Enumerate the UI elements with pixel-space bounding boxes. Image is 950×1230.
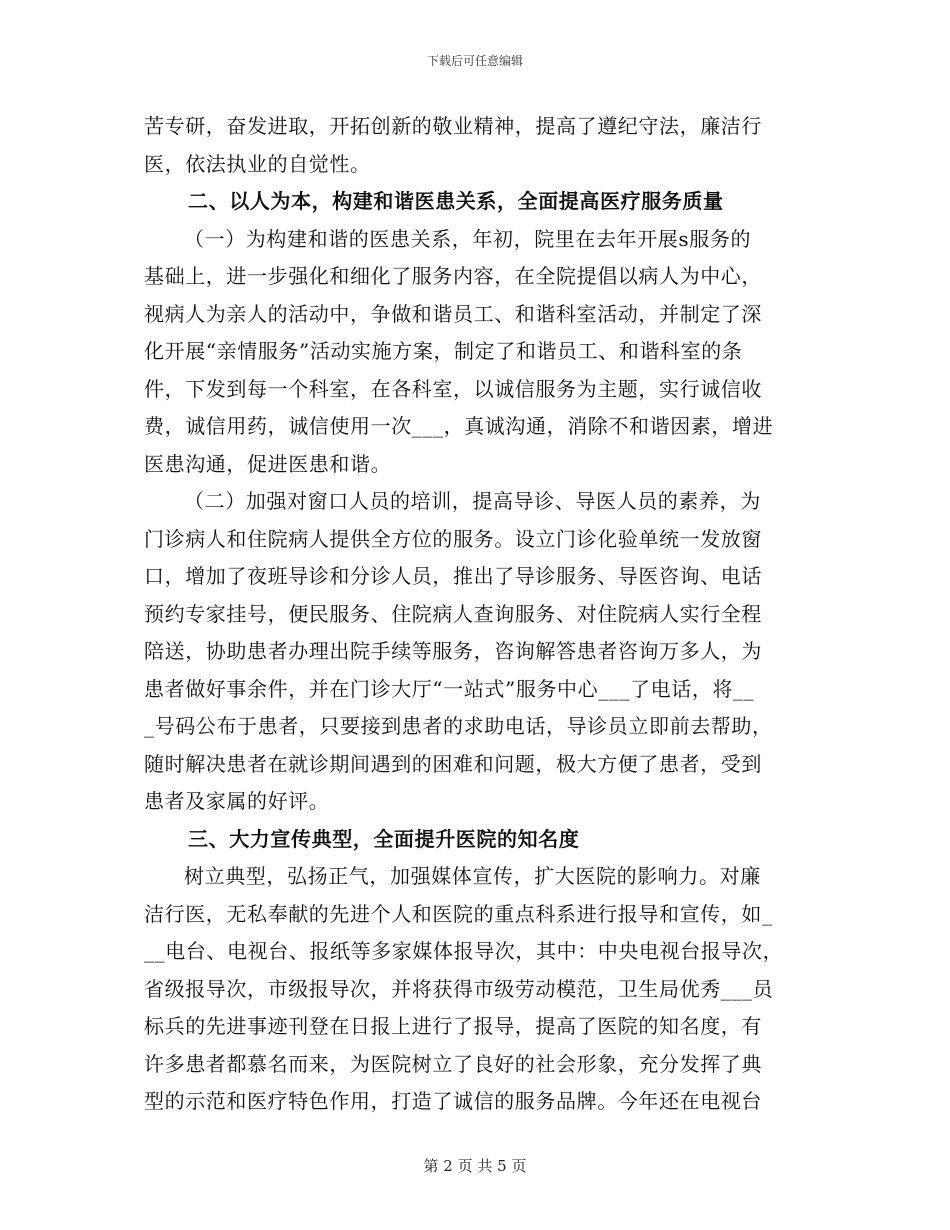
body-line: 化开展“亲情服务”活动实施方案，制定了和谐员工、和谐科室的条 — [144, 339, 743, 363]
body-line: 省级报导次，市级报导次，并将获得市级劳动模范，卫生局优秀___员 — [144, 976, 774, 1001]
body-line: 许多患者都慕名而来，为医院树立了良好的社会形象，充分发挥了典 — [144, 1051, 762, 1076]
body-line: 口，增加了夜班导诊和分诊人员，推出了导诊服务、导医咨询、电话 — [144, 564, 762, 588]
body-line: 陪送，协助患者办理出院手续等服务，咨询解答患者咨询万多人，为 — [144, 639, 762, 663]
body-line: 基础上，进一步强化和细化了服务内容，在全院提倡以病人为中心， — [144, 264, 762, 288]
body-line: 预约专家挂号，便民服务、住院病人查询服务、对住院病人实行全程 — [144, 601, 762, 626]
paragraph-start: （一）为构建和谐的医患关系，年初，院里在去年开展s服务的 — [184, 226, 752, 251]
body-line: 患者及家属的好评。 — [144, 789, 330, 813]
body-line: 门诊病人和住院病人提供全方位的服务。设立门诊化验单统一发放窗 — [144, 526, 762, 551]
body-line: 随时解决患者在就诊期间遇到的困难和问题，极大方便了患者，受到 — [144, 751, 762, 776]
body-line: 患者做好事余件，并在门诊大厅“一站式”服务中心___了电话，将__ — [144, 676, 755, 701]
body-line: 苦专研，奋发进取，开拓创新的敬业精神，提高了遵纪守法，廉洁行 — [144, 114, 762, 138]
body-line: 医，依法执业的自觉性。 — [144, 151, 371, 176]
body-line: 费，诚信用药，诚信使用一次___，真诚沟通，消除不和谐因素，增进 — [144, 414, 774, 438]
body-line: 型的示范和医疗特色作用，打造了诚信的服务品牌。今年还在电视台 — [144, 1089, 762, 1113]
body-line: 洁行医，无私奉献的先进个人和医院的重点科系进行报导和宣传，如_ — [144, 901, 773, 926]
page-header: 下载后可任意编辑 — [426, 54, 523, 68]
paragraph-start: （二）加强对窗口人员的培训，提高导诊、导医人员的素养，为 — [184, 489, 761, 513]
document-body — [144, 108, 809, 1121]
paragraph-start: 树立典型，弘扬正气，加强媒体宣传，扩大医院的影响力。对廉 — [184, 864, 761, 888]
section-heading: 二、以人为本，构建和谐医患关系，全面提高医疗服务质量 — [188, 189, 724, 213]
body-line: 件，下发到每一个科室，在各科室，以诚信服务为主题，实行诚信收 — [144, 376, 762, 401]
section-heading: 三、大力宣传典型，全面提升医院的知名度 — [188, 826, 580, 851]
body-line: 视病人为亲人的活动中，争做和谐员工、和谐科室活动，并制定了深 — [144, 301, 762, 326]
body-line: 医患沟通，促进医患和谐。 — [144, 451, 392, 476]
body-line: 标兵的先进事迹刊登在日报上进行了报导，提高了医院的知名度，有 — [144, 1014, 762, 1038]
body-line: __电台、电视台、报纸等多家媒体报导次，其中：中央电视台报导次， — [144, 939, 784, 963]
page-number: 第 2 页 共 5 页 — [423, 1157, 527, 1175]
body-line: _号码公布于患者，只要接到患者的求助电话，导诊员立即前去帮助， — [144, 714, 773, 738]
